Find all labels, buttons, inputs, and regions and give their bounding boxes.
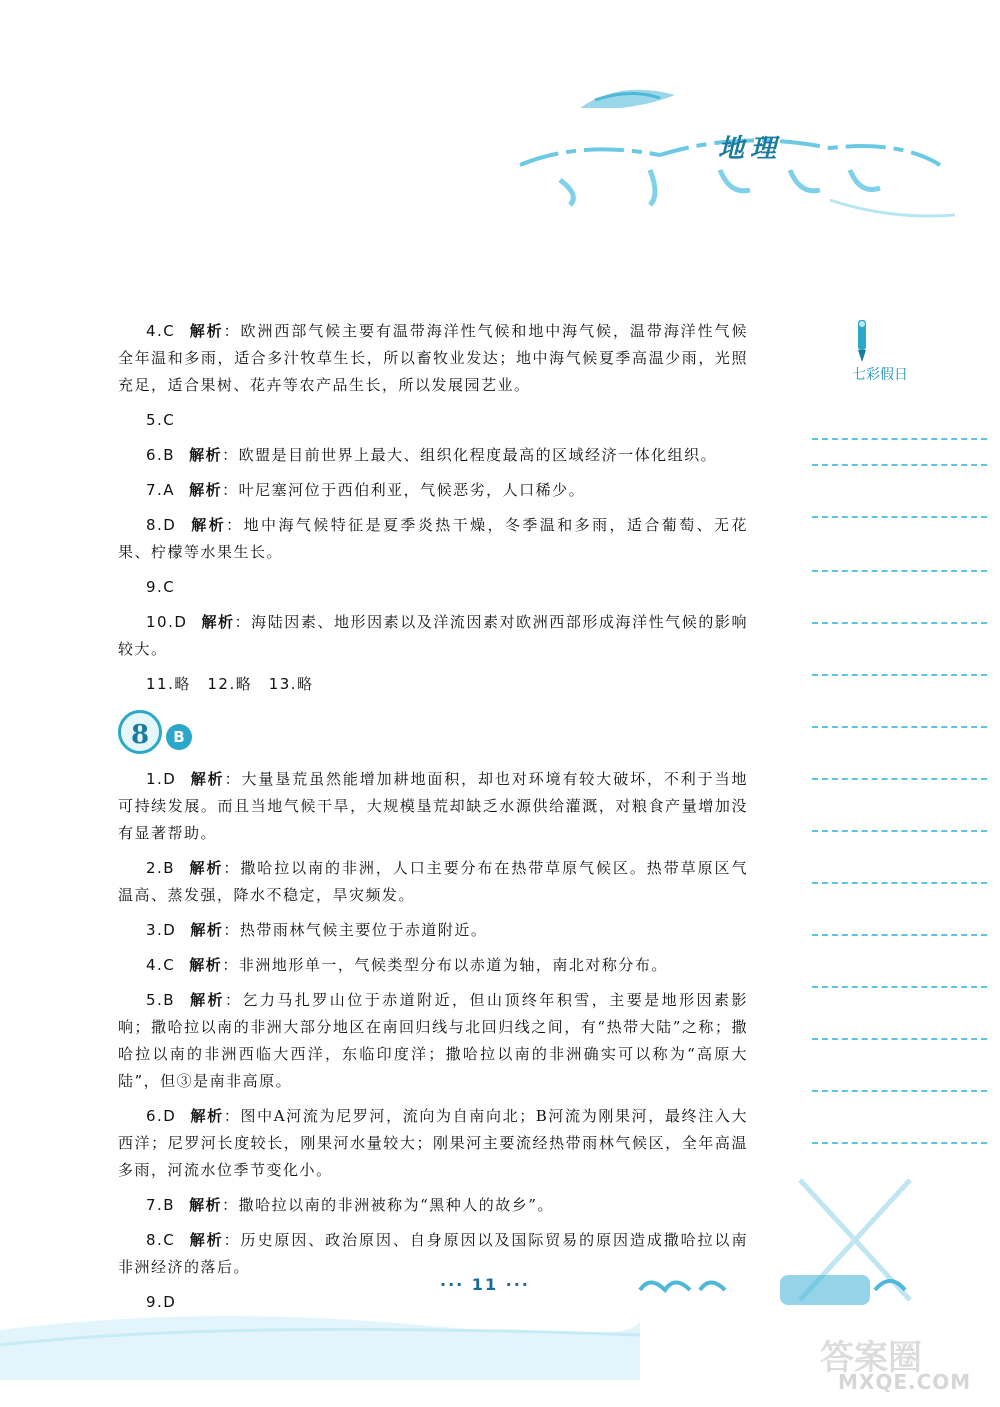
answer-number: 2.B — [146, 859, 176, 877]
note-line — [812, 778, 987, 780]
note-line — [812, 516, 987, 518]
footer-wave-decoration — [0, 1290, 640, 1380]
note-line — [812, 1038, 987, 1040]
section-a — [118, 318, 748, 698]
analysis-text: 欧洲西部气候主要有温带海洋性气候和地中海气候，温带海洋性气候全年温和多雨，适合多汁牧草生长，所以畜牧业发达；地中海气候夏季高温少雨，光照充足，适合果树、花卉等农产品生长，所以发展园艺业。 — [118, 322, 748, 394]
analysis-label: 解析 — [190, 921, 224, 939]
answer-item — [118, 574, 748, 601]
answer-number: 7.A — [146, 481, 176, 499]
answer-number: 5.B — [146, 991, 176, 1009]
analysis-colon: ： — [222, 446, 239, 464]
section-letter: B — [166, 724, 192, 750]
analysis-colon: ： — [234, 613, 252, 631]
answer-item — [118, 855, 748, 909]
analysis-colon: ： — [223, 1107, 241, 1125]
note-line — [812, 882, 987, 884]
analysis-label: 解析 — [189, 481, 223, 499]
answer-number: 4.C — [146, 956, 176, 974]
answer-number: 6.D — [146, 1107, 177, 1125]
analysis-text: 欧盟是目前世界上最大、组织化程度最高的区域经济一体化组织。 — [238, 446, 718, 464]
analysis-label: 解析 — [189, 859, 224, 877]
analysis-colon: ： — [222, 481, 239, 499]
brand-label: 七彩假日 — [852, 367, 908, 383]
answer-number: 5.C — [146, 411, 176, 429]
answer-number: 8.D — [146, 516, 177, 534]
analysis-text: 海陆因素、地形因素以及洋流因素对欧洲西部形成海洋性气候的影响较大。 — [118, 613, 748, 658]
analysis-text: 图中A河流为尼罗河，流向为自南向北；B河流为刚果河，最终注入大西洋；尼罗河长度较长，刚果河水量较大；刚果河主要流经热带雨林气候区，全年高温多雨，河流水位季节变化小。 — [118, 1107, 748, 1179]
answer-item — [118, 987, 748, 1095]
analysis-text: 大量垦荒虽然能增加耕地面积，却也对环境有较大破坏，不利于当地可持续发展。而且当地气候干旱，大规模垦荒却缺乏水源供给灌溉，对粮食产量增加没有显著帮助。 — [118, 770, 748, 842]
answer-item — [118, 952, 748, 979]
analysis-colon: ： — [223, 859, 241, 877]
answer-number: 6.B — [146, 446, 176, 464]
page-number: ··· 11 ··· — [440, 1275, 530, 1294]
analysis-colon: ： — [225, 991, 243, 1009]
note-line — [812, 1142, 987, 1144]
pen-icon — [852, 318, 872, 366]
analysis-text: 地中海气候特征是夏季炎热干燥，冬季温和多雨，适合葡萄、无花果、柠檬等水果生长。 — [118, 516, 748, 561]
answer-item — [118, 477, 748, 504]
section-badge: 8 — [118, 710, 162, 754]
watermark-url: MXQE.COM — [838, 1370, 972, 1394]
analysis-label: 解析 — [201, 613, 235, 631]
analysis-label: 解析 — [190, 516, 227, 534]
subject-title: 地理 — [718, 134, 783, 164]
note-line — [812, 674, 987, 676]
answer-item — [118, 407, 748, 434]
watermark-logo: 答案圈 — [820, 1338, 922, 1378]
analysis-colon: ： — [226, 516, 244, 534]
note-line — [812, 464, 987, 466]
analysis-colon: ： — [222, 956, 239, 974]
analysis-label: 解析 — [189, 446, 223, 464]
analysis-text: 叶尼塞河位于西伯利亚，气候恶劣，人口稀少。 — [238, 481, 586, 499]
note-line — [812, 830, 987, 832]
answer-item — [118, 671, 748, 698]
analysis-colon: ： — [222, 1196, 239, 1214]
analysis-colon: ： — [224, 770, 242, 788]
answer-item — [118, 318, 748, 399]
answer-item — [118, 512, 748, 566]
analysis-text: 非洲地形单一，气候类型分布以赤道为轴，南北对称分布。 — [238, 956, 668, 974]
analysis-label: 解析 — [189, 322, 224, 340]
answer-number: 9.D — [146, 1293, 177, 1311]
analysis-label: 解析 — [189, 956, 223, 974]
note-line — [812, 934, 987, 936]
footer-decoration — [620, 1160, 1000, 1400]
analysis-colon: ： — [223, 322, 241, 340]
analysis-text: 撒哈拉以南的非洲，人口主要分布在热带草原气候区。热带草原区气温高、蒸发强，降水不稳定，旱灾频发。 — [118, 859, 748, 904]
analysis-label: 解析 — [189, 991, 226, 1009]
answer-item — [118, 442, 748, 469]
answer-number: 4.C — [146, 322, 176, 340]
analysis-text: 热带雨林气候主要位于赤道附近。 — [239, 921, 488, 939]
answer-number: 8.C — [146, 1231, 176, 1249]
analysis-label: 解析 — [190, 1107, 224, 1125]
answer-number: 7.B — [146, 1196, 176, 1214]
analysis-label: 解析 — [189, 1231, 224, 1249]
answer-number: 9.C — [146, 578, 176, 596]
answer-number: 10.D — [146, 613, 188, 631]
analysis-label: 解析 — [190, 770, 225, 788]
analysis-label: 解析 — [189, 1196, 223, 1214]
note-line — [812, 1090, 987, 1092]
answer-item — [118, 609, 748, 663]
answer-item — [118, 917, 748, 944]
answer-number: 11.略 12.略 13.略 — [146, 675, 314, 693]
analysis-colon: ： — [223, 921, 240, 939]
analysis-colon: ： — [223, 1231, 241, 1249]
section-header-8b — [118, 710, 748, 758]
analysis-text: 乞力马扎罗山位于赤道附近，但山顶终年积雪，主要是地形因素影响；撒哈拉以南的非洲大部分地区在南回归线与北回归线之间，有“热带大陆”之称；撒哈拉以南的非洲西临大西洋，东临印度洋；撒哈拉以南的非洲确实可以称为“高原大陆”，但③是南非高原。 — [118, 991, 748, 1090]
analysis-text: 撒哈拉以南的非洲被称为“黑种人的故乡”。 — [238, 1196, 554, 1214]
note-line — [812, 622, 987, 624]
answer-number: 1.D — [146, 770, 177, 788]
note-line — [812, 726, 987, 728]
note-line — [812, 570, 987, 572]
note-line — [812, 438, 987, 440]
analysis-text: 历史原因、政治原因、自身原因以及国际贸易的原因造成撒哈拉以南非洲经济的落后。 — [118, 1231, 748, 1276]
answer-item — [118, 766, 748, 847]
note-line — [812, 986, 987, 988]
answer-number: 3.D — [146, 921, 177, 939]
